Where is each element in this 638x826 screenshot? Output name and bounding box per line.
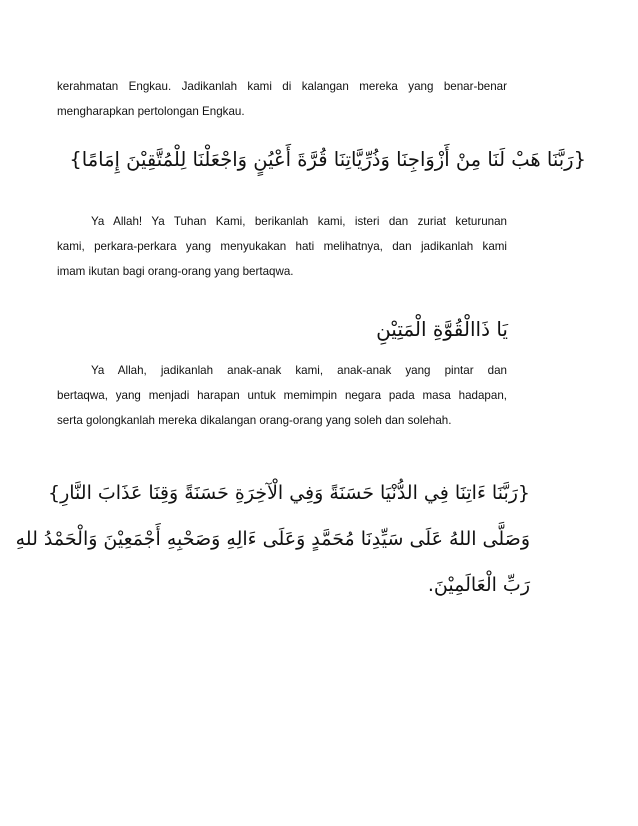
- text-line: kami, perkara-perkara yang menyukakan hati melihatnya, dan jadikanlah kami: [57, 240, 507, 253]
- paragraph-prayer: [57, 358, 507, 433]
- text-line: serta golongkanlah mereka dikalangan orang-orang yang soleh dan solehah.: [57, 414, 452, 427]
- text-line: Ya Allah, jadikanlah anak-anak kami, anak-anak yang pintar dan: [91, 364, 507, 377]
- arabic-closing-prayer: [15, 470, 530, 608]
- text-line: imam ikutan bagi orang-orang yang bertaqwa.: [57, 265, 294, 278]
- arabic-line: وَصَلَّى اللهُ عَلَى سَيِّدِنَا مُحَمَّدٍ وَعَلَى ءَالِهِ وَصَحْبِهِ أَجْمَعِيْنَ وَالْحَمْدُ للهِ: [15, 528, 530, 550]
- arabic-verse-1: {رَبَّنَا هَبْ لَنَا مِنْ أَزْوَاجِنَا وَذُرِّيَّاتِنَا قُرَّةَ أَعْيُنٍ وَاجْعَلْنَا لِلْمُتَّقِيْنَ إِمَامًا}: [69, 148, 586, 171]
- arabic-line: {رَبَّنَا ءَاتِنَا فِي الدُّنْيَا حَسَنَةً وَفِي الْآخِرَةِ حَسَنَةً وَقِنَا عَذَابَ النَّارِ}: [48, 482, 530, 504]
- paragraph-translation: [57, 209, 507, 284]
- arabic-invocation: يَا ذَاالْقُوَّةِ الْمَتِيْنِ: [376, 317, 508, 341]
- text-line: Ya Allah! Ya Tuhan Kami, berikanlah kami, isteri dan zuriat keturunan: [91, 215, 507, 228]
- paragraph-continuation: [57, 74, 507, 124]
- arabic-line: رَبِّ الْعَالَمِيْنَ.: [427, 574, 530, 596]
- text-line: kerahmatan Engkau. Jadikanlah kami di kalangan mereka yang benar-benar: [57, 80, 507, 93]
- text-line: bertaqwa, yang menjadi harapan untuk memimpin negara pada masa hadapan,: [57, 389, 507, 402]
- text-line: mengharapkan pertolongan Engkau.: [57, 105, 245, 118]
